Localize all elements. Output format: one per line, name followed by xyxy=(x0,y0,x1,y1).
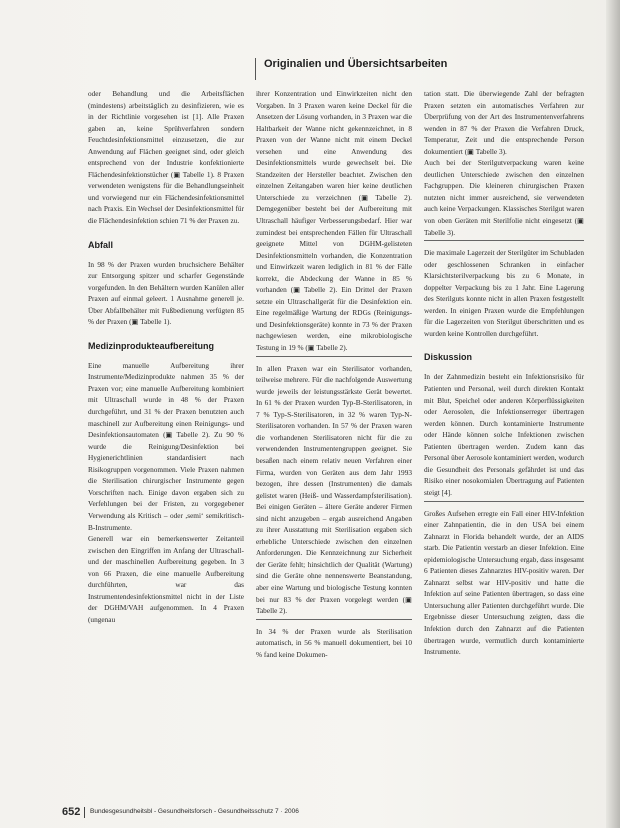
paragraph: ihrer Konzentration und Einwirkzeiten nicht den Vorgaben. In 3 Praxen waren keine Deckel für die Ansetzen der Lösung vorhanden, in 3 Praxen war die Haltbarkeit der Wanne nicht gekennzeichnet, in 8 Praxen von der Wanne nicht mit einem Deckel versehen und eine Anwendung des Desinfektionsmittels wurde gewechselt bei. Die Standzeiten der Hersteller beachtet. Zwischen den einzelnen Zeitangaben waren hier keine deutlichen Unterschiede zu verzeichnen (▣ Tabelle 2). Demgegenüber besteht bei der Aufbereitung mit Ultraschall häufiger Verbesserungsbedarf. Hier war zumindest bei entsprechenden Fällen für Ultraschall geeignete Mittel von DGHM-gelisteten Desinfektionsmitteln vorhanden, die Konzentration und Einwirkzeit waren lediglich in 81 % der Fälle korrekt, die Abdeckung der Wanne in 85 % vorhanden (▣ Tabelle 2). Ein Drittel der Praxen setzte ein Ultraschallgerät für die Desinfektion ein. Eine regelmäßige Wartung der RDGs (Reinigungs- und Desinfektionsgeräte) konnte in 73 % der Praxen nachgewiesen werden, eine mikrobiologische Testung in 19 % (▣ Tabelle 2). xyxy=(256,89,412,353)
journal-citation: Bundesgesundheitsbl - Gesundheitsforsch - Gesundheitsschutz 7 · 2006 xyxy=(90,808,299,815)
divider xyxy=(424,240,584,241)
page-footer xyxy=(62,806,582,820)
heading-diskussion: Diskussion xyxy=(424,352,473,363)
divider xyxy=(424,501,584,502)
text-column-2 xyxy=(256,88,412,660)
paragraph: In der Zahnmedizin besteht ein Infektionsrisiko für Patienten und Personal, weil durch direkten Kontakt mit Blut, Speichel oder anderen Körperflüssigkeiten oder Aerosolen, die Infektionserreger übertragen werden können. Durch kontaminierte Instrumente oder Hände können solche Infektionen zwischen Patienten übertragen werden. Zudem kann das Personal über Aerosole kontaminiert werden, wodurch die Gesundheit des Personals gefährdet ist und das Risiko einer nosokomialen Übertragung auf Patienten steigt [4]. xyxy=(424,372,584,497)
paragraph: Generell war ein bemerkenswerter Zeitanteil zwischen den Eingriffen im Anfang der Ultraschall- und der maschinellen Aufbereitung gegeben. In 3 von 66 Praxen, die eine manuelle Aufbereitung durchführten, war das Instrumentendesinfektionsmittel nicht in der Liste der DGHM/VAH aufgenommen. In 4 Praxen (ungenau xyxy=(88,534,244,624)
heading-abfall: Abfall xyxy=(88,239,114,250)
paragraph: Eine manuelle Aufbereitung ihrer Instrumente/Medizinprodukte nahmen 35 % der Praxen vor; eine manuelle Aufbereitung kombiniert mit Ultraschall wurde in 48 % der Praxen durchgeführt, und 31 % der Praxen benutzten auch maschinell zur Aufbereitung einen Reinigungs- und Desinfektionsautomaten (▣ Tabelle 2). Zu 90 % wurde die Reinigung/Desinfektion bei Hygienerichtlinien standardisiert nach Risikogruppen vorgenommen. Viele Praxen nahmen die Sterilisation chirurgischer Instrumente gegen Vorschriften nach. Einige davon ergaben sich zu Verfehlungen bei der Fristen, zu vorgegebener Verwendung als Kritisch – oder ,semi‘ semikritisch-B-Instrumente. xyxy=(88,360,244,532)
paragraph: In 34 % der Praxen wurde als Sterilisation automatisch, in 56 % manuell dokumentiert, bei 10 % fand keine Dokumen- xyxy=(256,626,412,659)
section-title: Originalien und Übersichtsarbeiten xyxy=(264,58,448,70)
running-header xyxy=(255,58,596,80)
text-column-3 xyxy=(424,88,584,658)
divider xyxy=(256,619,412,620)
paragraph: oder Behandlung und die Arbeitsflächen (mindestens) arbeitstäglich zu desinfizieren, wie es in der Richtlinie vorgesehen ist [1]. Alle Praxen gaben an, keine Sprühverfahren sondern Feuchtdesinfektionsmittel einzusetzen, die zur Anwendung auf Flächen geeignet sind, oder gleich entsprechend von der Industrie konfektionierte Flächendesinfektionstücher (▣ Tabelle 1). 8 Praxen verwendeten wenigstens für die Behandlungseinheit und vorwiegend nur ein Flächendesinfektionsmittel nach Praxis. Ein Wechsel der Desinfektionsmittel für die Flächendesinfektion schien 71 % der Praxen zu. xyxy=(88,89,244,226)
paragraph: Auch bei der Sterilgutverpackung waren keine deutlichen Unterschiede zwischen den einzelnen Fachgruppen. Die kleineren chirurgischen Praxen nutzten nicht immer ausreichend, sie verwendeten auch keine Verpackungen. Klassisches Sterilgut waren von oben Geräten mit Sterilfolie nicht eingesetzt (▣ Tabelle 3). xyxy=(424,158,584,237)
paragraph: In allen Praxen war ein Sterilisator vorhanden, teilweise mehrere. Für die nachfolgende Auswertung wurde jeweils der leistungsstärkste Gerät bewertet. In 61 % der Praxen wurden Typ-B-Sterilisatoren, in 7 % Typ-S-Sterilisatoren, in 32 % waren Typ-N-Sterilisatoren vorhanden. In 57 % der Praxen waren die vorhandenen Sterilisatoren nicht für die zu verwendenden Instrumentengruppen geeignet. Sie besaßen nach einem relativ neuen Verfahren einer Firma, wurden von Geräten aus dem Jahr 1993 bezogen, ihre dessen (Instrumenten) die damals gelistet waren (Heiß- und Wasserdampfsterilisation). Bei einigen Geräten – ältere Geräte anderer Firmen sind nicht anzugeben – ergab ausreichend Angaben zu ihrer Ausstattung mit Sterilisation ergaben sich erhebliche Unterschiede zwischen den einzelnen Anforderungen. Die Kennzeichnung zur Sicherheit der Geräte fehlt; hinsichtlich der Qualität (Wartung) sind die Geräte ohne nennenswerte Beanstandung, aber eine Wartung und biologische Testung konnten bei nur 83 % der Praxen vorgelegt werden (▣ Tabelle 2). xyxy=(256,363,412,616)
page-edge-shadow xyxy=(606,0,620,828)
page-number: 652 xyxy=(62,806,81,818)
paragraph: tation statt. Die überwiegende Zahl der befragten Praxen setzten ein automatisches Verfahren zur Überprüfung von der Art des Instrumentenverfahrens wenden in 87 % der Praxen die Verfahren Druck, Temperatur, Zeit und die entsprechende Person dokumentiert (▣ Tabelle 3). xyxy=(424,89,584,156)
divider xyxy=(256,356,412,357)
heading-medizinprodukteaufbereitung: Medizinprodukteaufbereitung xyxy=(88,340,214,351)
text-column-1 xyxy=(88,88,244,625)
paragraph: Großes Aufsehen erregte ein Fall einer HIV-Infektion einer Zahnpatientin, die in den USA bei einem Zahnarzt in Florida behandelt wurde, der an AIDS starb. Die Patientin verstarb an dieser Infektion. Eine epidemiologische Untersuchung ergab, dass insgesamt 6 Patienten dieses Zahnarztes HIV-positiv waren. Der Zahnarzt selbst war HIV-positiv und hatte die Infektion auf seine Patienten übertragen, so dass eine Untersuchung aller Patienten durchgeführt wurde. Die Ergebnisse dieser Untersuchung zeigten, dass die Infektion durch den Zahnarzt auf die Patienten übertragen wurde, vermutlich durch kontaminierte Instrumente. xyxy=(424,508,584,657)
paragraph: In 98 % der Praxen wurden bruchsichere Behälter zur Entsorgung spitzer und scharfer Gegenstände vorgefunden. In den Behältern wurden Kanülen aller Praxen auf einmal geleert. 1 Ausnahme generell je. Über Abfallbehälter mit Fußbedienung verfügten 85 % der Praxen (▣ Tabelle 1). xyxy=(88,259,244,327)
footer-separator xyxy=(84,807,85,818)
paragraph: Die maximale Lagerzeit der Sterilgüter im Schubladen oder geschlossenen Schranken in einfacher Klarsichtsterilverpackung bis zu 6 Monate, in doppelter Verpackung bis zu 1 Jahr. Eine Lagerung des Sterilguts konnte nicht in allen Praxen festgestellt werden. In einigen Praxen wurde die Empfehlungen für die Lagerzeiten von Sterilgut überschritten und es wurden keine Kontrollen durchgeführt. xyxy=(424,248,584,338)
